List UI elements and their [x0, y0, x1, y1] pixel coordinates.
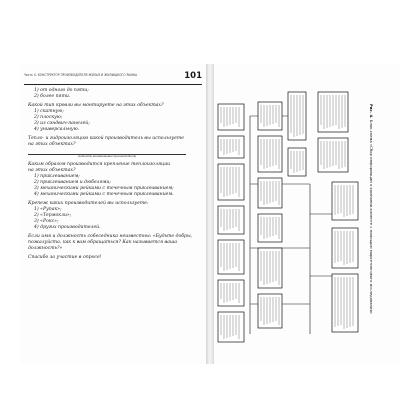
answer-option: 1) «Рупак»; [34, 207, 62, 212]
answer-option: 4) других производителей. [34, 225, 101, 230]
book-gutter [206, 64, 214, 364]
figure-caption-text: Блок-схема «Сбор информации о компании-клиенте с помощью маркетингового исследования» [369, 119, 374, 315]
answer-option: 3) из сэндвич-панелей; [34, 121, 90, 126]
diagram-block [332, 274, 358, 332]
answer-option: 4) механическими рейками с точечным приклеиванием. [34, 192, 174, 197]
diagram-block [218, 240, 244, 274]
answer-blank-line [28, 148, 186, 155]
right-page [214, 64, 400, 364]
diagram-block [218, 312, 244, 342]
diagram-block [218, 164, 244, 200]
blank-caption: (записать наименование производителя) [77, 155, 137, 158]
answer-option: 2) «Термокли»; [34, 213, 72, 218]
answer-option: 2) плоскую; [34, 115, 63, 120]
question-line: Тепло- и гидроизоляцию какой производитель вы используете [28, 136, 184, 141]
thanks-line: Спасибо за участие в опросе! [28, 255, 102, 260]
answer-option: 2) более пяти. [34, 94, 71, 99]
question-line: Какой тип кровли вы монтируете на этих объектах? [28, 103, 164, 108]
answer-option: 3) механическими рейками с точечным приклеиванием; [34, 186, 174, 191]
answer-option: 2) приклеиванием и дюбелями; [34, 180, 111, 185]
question-line: Крепеж каких производителей вы используете: [28, 201, 149, 206]
diagram-block [332, 182, 358, 220]
final-question: Если имя и должность собеседника неизвестны: «Будьте добры, пожалуйста, как к вам обращаться? Как называется ваша должность?» [28, 234, 193, 251]
answer-option: 1) от одного до пяти; [34, 88, 89, 93]
answer-option: 4) универсальную. [34, 127, 80, 132]
page-number: 101 [184, 71, 202, 81]
figure-caption [366, 104, 374, 344]
question-line: на этих объектах? [28, 168, 76, 173]
diagram-block [218, 206, 244, 234]
diagram-block [218, 136, 244, 158]
figure-caption-label: Рис. 4. [369, 104, 374, 119]
answer-option: 1) приклеиванием; [34, 174, 80, 179]
questionnaire-text [28, 88, 200, 261]
diagram-block [332, 228, 358, 268]
chapter-title: Часть II. КОНСТРУКТОР ПРОИЗВОДИТЕЛЯ ЖИЛЬЯ И ЖИЛИЩНОГО РЫНКА [24, 73, 138, 77]
question-line: Каким образом производится крепление теплоизоляции [28, 162, 171, 167]
diagram-block [218, 280, 244, 306]
diagram-block [218, 104, 244, 130]
left-page [20, 64, 206, 364]
running-head [24, 72, 202, 85]
answer-option: 3) «Рокс»; [34, 219, 59, 224]
question-line: на этих объектах? [28, 142, 76, 147]
answer-option: 1) скатную; [34, 109, 64, 114]
